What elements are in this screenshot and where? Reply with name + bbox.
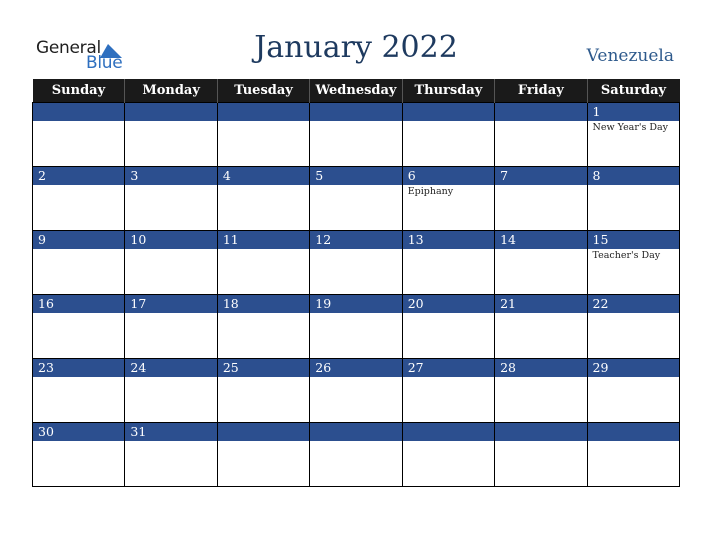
day-cell [125, 295, 217, 359]
holiday-label: New Year's Day [592, 122, 669, 133]
week-row [33, 103, 680, 167]
day-cell [402, 423, 494, 487]
day-cell [402, 231, 494, 295]
day-number: 5 [310, 167, 401, 185]
weekday-header-row [33, 79, 680, 103]
weekday-header: Sunday [33, 79, 125, 103]
day-cell [587, 423, 679, 487]
day-number: 2 [33, 167, 124, 185]
weekday-header: Monday [125, 79, 217, 103]
day-number [33, 103, 124, 121]
day-number [495, 423, 586, 441]
day-cell [33, 423, 125, 487]
day-cell [587, 359, 679, 423]
logo-text-blue: Blue [86, 53, 123, 73]
week-row [33, 295, 680, 359]
day-number: 23 [33, 359, 124, 377]
day-cell [587, 295, 679, 359]
week-row [33, 423, 680, 487]
day-cell [310, 359, 402, 423]
day-cell [402, 103, 494, 167]
day-number [495, 103, 586, 121]
day-number: 31 [125, 423, 216, 441]
day-cell [495, 231, 587, 295]
day-cell [310, 231, 402, 295]
day-cell [587, 103, 679, 167]
day-cell [125, 359, 217, 423]
country-label: Venezuela [586, 46, 674, 66]
day-number: 27 [403, 359, 494, 377]
week-row [33, 359, 680, 423]
day-cell [402, 359, 494, 423]
day-number: 29 [588, 359, 679, 377]
day-cell [217, 359, 309, 423]
day-number: 10 [125, 231, 216, 249]
week-row [33, 231, 680, 295]
day-cell [217, 423, 309, 487]
day-number [125, 103, 216, 121]
day-cell [587, 167, 679, 231]
day-number [310, 103, 401, 121]
day-number [218, 103, 309, 121]
week-row [33, 167, 680, 231]
weekday-header: Saturday [587, 79, 679, 103]
day-number: 7 [495, 167, 586, 185]
day-cell [33, 359, 125, 423]
day-number [588, 423, 679, 441]
day-number: 1 [588, 103, 679, 121]
day-cell [310, 423, 402, 487]
day-cell [33, 167, 125, 231]
day-number: 14 [495, 231, 586, 249]
day-number [218, 423, 309, 441]
holiday-label: Epiphany [407, 186, 454, 197]
day-cell [402, 295, 494, 359]
day-number: 4 [218, 167, 309, 185]
day-cell [33, 295, 125, 359]
day-number: 11 [218, 231, 309, 249]
day-number: 9 [33, 231, 124, 249]
day-number: 16 [33, 295, 124, 313]
weekday-header: Friday [495, 79, 587, 103]
day-cell [495, 103, 587, 167]
day-number: 13 [403, 231, 494, 249]
day-cell [217, 231, 309, 295]
day-cell [402, 167, 494, 231]
day-number: 22 [588, 295, 679, 313]
day-cell [587, 231, 679, 295]
day-cell [495, 295, 587, 359]
weekday-header: Thursday [402, 79, 494, 103]
day-cell [33, 103, 125, 167]
day-cell [217, 295, 309, 359]
day-cell [217, 167, 309, 231]
day-number: 20 [403, 295, 494, 313]
day-number: 17 [125, 295, 216, 313]
calendar-grid [32, 79, 680, 487]
day-number: 26 [310, 359, 401, 377]
day-number: 25 [218, 359, 309, 377]
day-cell [495, 423, 587, 487]
calendar-title: January 2022 [254, 30, 458, 65]
day-number [310, 423, 401, 441]
day-number: 6 [403, 167, 494, 185]
day-cell [125, 167, 217, 231]
day-number: 19 [310, 295, 401, 313]
day-number: 3 [125, 167, 216, 185]
day-number [403, 423, 494, 441]
day-number: 15 [588, 231, 679, 249]
day-cell [125, 231, 217, 295]
day-cell [310, 167, 402, 231]
day-cell [310, 295, 402, 359]
day-cell [310, 103, 402, 167]
day-cell [217, 103, 309, 167]
day-cell [125, 103, 217, 167]
day-number: 12 [310, 231, 401, 249]
day-number [403, 103, 494, 121]
day-number: 21 [495, 295, 586, 313]
day-number: 24 [125, 359, 216, 377]
day-cell [33, 231, 125, 295]
logo-text-general: General [36, 38, 101, 58]
day-cell [125, 423, 217, 487]
holiday-label: Teacher's Day [592, 250, 661, 261]
weekday-header: Wednesday [310, 79, 402, 103]
day-number: 18 [218, 295, 309, 313]
day-number: 28 [495, 359, 586, 377]
day-cell [495, 167, 587, 231]
day-number: 30 [33, 423, 124, 441]
day-number: 8 [588, 167, 679, 185]
weekday-header: Tuesday [217, 79, 309, 103]
day-cell [495, 359, 587, 423]
